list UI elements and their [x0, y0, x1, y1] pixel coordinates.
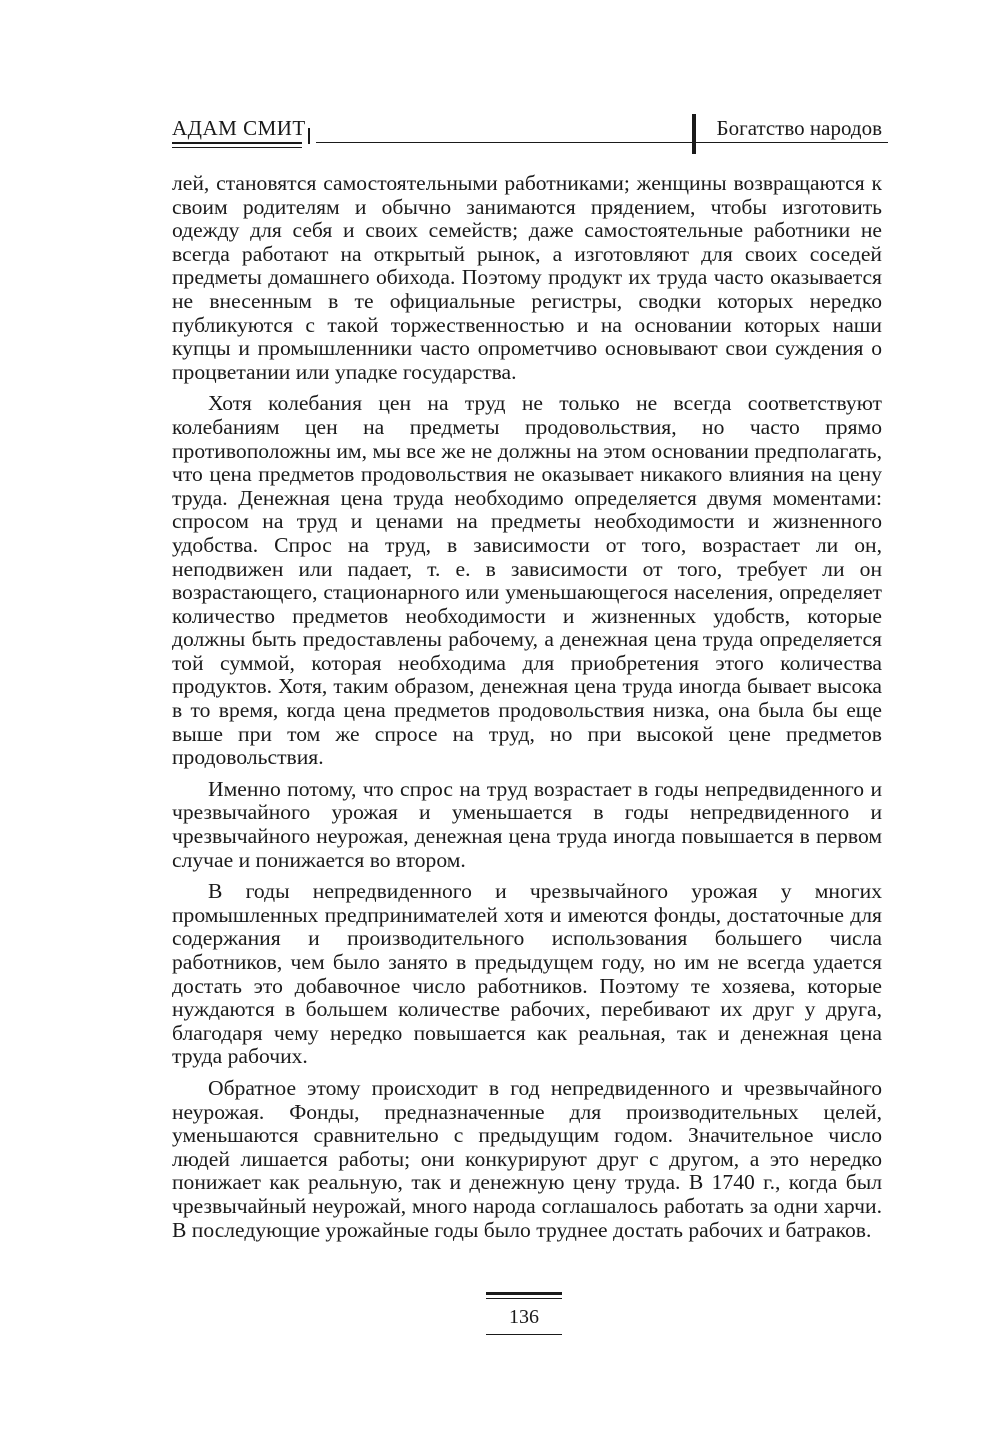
header-divider: [692, 114, 696, 154]
paragraph-4: В годы непредвиденного и чрезвычайного урожая у многих промышленных предпринимателей хотя и имеются фонды, достаточные для содержания и производительного использования большего числа работников, чем было занято в предыдущем году, но им не всегда удается достать это добавочное число работников. Поэтому те хозяева, которые нуждаются в большем количестве рабочих, перебивают их друг у друга, благодаря чему нередко повышается как реальная, так и денежная цена труда рабочих.: [172, 879, 882, 1069]
header-rule-long: [316, 142, 888, 143]
footer-rule-thick: [486, 1292, 562, 1295]
paragraph-2: Хотя колебания цен на труд не только не всегда соответствуют колебаниям цен на предметы продовольствия, но часто прямо противоположны им, мы все же не должны на этом основании предполагать, что цена предметов продовольствия не оказывает никакого влияния на цену труда. Денежная цена труда необходимо определяется двумя моментами: спросом на труд и ценами на предметы необходимости и жизненного удобства. Спрос на труд, в зависимости от того, возрастает ли он, неподвижен или падает, т. е. в зависимости от того, требует ли он возрастающего, стационарного или уменьшающегося населения, определяет количество предметов необходимости и жизненных удобств, которые должны быть предоставлены рабочему, а денежная цена труда определяется той суммой, которая необходима для приобретения этого количества продуктов. Хотя, таким образом, денежная цена труда иногда бывает высока в то время, когда цена предметов продовольствия низка, она была бы еще выше при том же спросе на труд, но при высокой цене предметов продовольствия.: [172, 391, 882, 770]
page-number: 136: [509, 1306, 539, 1328]
paragraph-3: Именно потому, что спрос на труд возрастает в годы непредвиденного и чрезвычайного урожая и уменьшается в годы непредвиденного и чрезвычайного неурожая, денежная цена труда иногда повышается в первом случае и понижается во втором.: [172, 776, 882, 872]
header-book-title: Богатство народов: [716, 116, 882, 140]
running-header: [172, 110, 882, 158]
page-body-text: [172, 172, 882, 1250]
header-rule-double-top: [172, 142, 302, 144]
paragraph-5: Обратное этому происходит в год непредвиденного и чрезвычайного неурожая. Фонды, предназначенные для производительных целей, уменьшаются сравнительно с предыдущим годом. Значительное число людей лишается работы; они конкурируют друг с другом, а это нередко понижает как реальную, так и денежную цену труда. В 1740 г., когда был чрезвычайный неурожай, много народа соглашалось работать за одни харчи. В последующие урожайные годы было труднее достать рабочих и батраков.: [172, 1075, 882, 1242]
header-rule-double-bottom: [172, 147, 302, 148]
header-rule-tick: [308, 128, 310, 144]
paragraph-1: лей, становятся самостоятельными работниками; женщины возвращаются к своим родителям и обычно занимаются прядением, чтобы изготовить одежду для себя и своих семейств; даже самостоятельные работники не всегда работают на открытый рынок, а изготовляют для своих соседей предметы домашнего обихода. Поэтому продукт их труда часто оказывается не внесенным в те официальные регистры, сводки которых нередко публикуются с такой торжественностью и на основании которых наши купцы и промышленники часто опрометчиво основывают свои суждения о процветании или упадке государства.: [172, 171, 882, 384]
footer-rule-bottom: [486, 1334, 562, 1335]
page-footer: [486, 1292, 562, 1342]
header-author: АДАМ СМИТ: [172, 116, 306, 140]
footer-rule-thin: [486, 1298, 562, 1299]
